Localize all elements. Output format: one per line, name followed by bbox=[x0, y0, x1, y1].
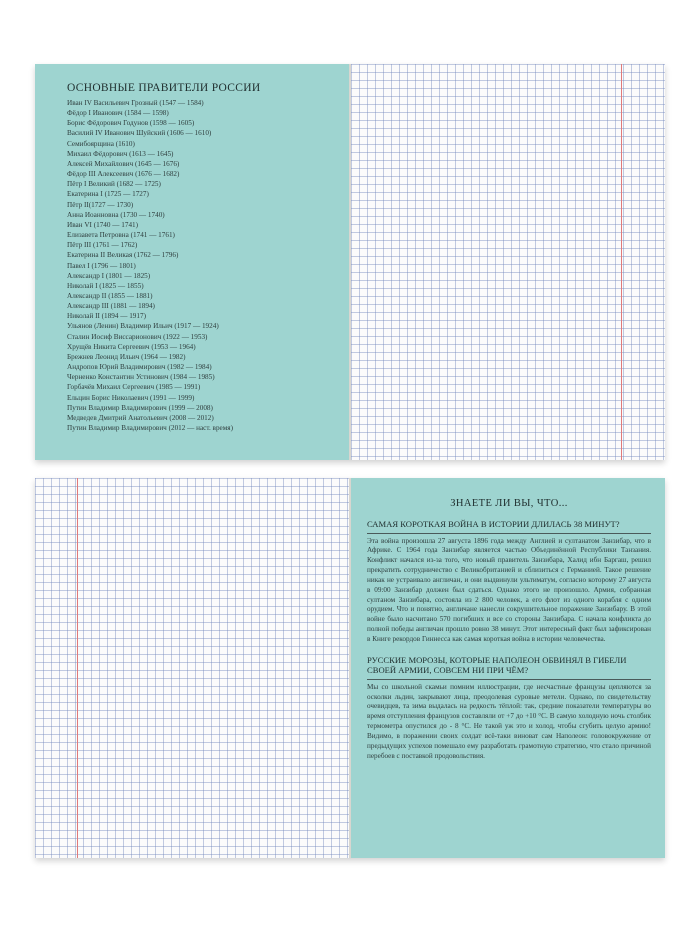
ruler-item: Екатерина II Великая (1762 — 1796) bbox=[67, 251, 179, 260]
ruler-item: Борис Фёдорович Годунов (1598 — 1605) bbox=[67, 119, 195, 128]
ruler-item: Анна Иоанновна (1730 — 1740) bbox=[67, 210, 165, 219]
ruler-item: Ульянов (Ленин) Владимир Ильич (1917 — 1924) bbox=[67, 322, 219, 331]
rulers-page bbox=[35, 64, 349, 460]
ruler-item: Медведев Дмитрий Анатольевич (2008 — 2012) bbox=[67, 413, 214, 422]
rulers-title: ОСНОВНЫЕ ПРАВИТЕЛИ РОССИИ bbox=[67, 82, 261, 94]
top-spread bbox=[35, 64, 665, 460]
fact1-heading: САМАЯ КОРОТКАЯ ВОЙНА В ИСТОРИИ ДЛИЛАСЬ 38 МИНУТ? bbox=[367, 519, 620, 529]
ruler-item: Иван VI (1740 — 1741) bbox=[67, 220, 139, 229]
ruler-item: Василий IV Иванович Шуйский (1606 — 1610) bbox=[67, 129, 212, 138]
fact2-body: Мы со школьной скамьи помним иллюстрации, где несчастные французы цепляются за осколки льдин, закрывают лица, преодолевая суровые метели. Однако, по свидетельству очевидцев, та зима выдалась на редкость тёплой: так, средние показатели температуры во время отступления французов составляли от +7 до +10 °С. В самую холодную ночь столбик термометра опустился до - 8 °С. Не такой уж это и холод, чтобы сгубить целую армию! Видимо, в поражении своих солдат всё-таки виноват сам Наполеон: головокружение от предыдущих успехов помешало ему разработать грамотную стратегию, что стало причиной перебоев с поставкой продовольствия. bbox=[367, 682, 651, 760]
facts-block bbox=[367, 498, 651, 762]
ruler-item: Пётр II(1727 — 1730) bbox=[67, 200, 134, 209]
margin-line bbox=[77, 478, 78, 858]
ruler-item: Екатерина I (1725 — 1727) bbox=[67, 190, 149, 199]
ruler-item: Путин Владимир Владимирович (1999 — 2008) bbox=[67, 403, 213, 412]
facts-title: ЗНАЕТЕ ЛИ ВЫ, ЧТО... bbox=[450, 498, 568, 509]
ruler-item: Алексей Михайлович (1645 — 1676) bbox=[67, 159, 180, 168]
ruler-item: Александр III (1881 — 1894) bbox=[67, 302, 155, 311]
ruler-item: Андропов Юрий Владимирович (1982 — 1984) bbox=[67, 363, 212, 372]
margin-line bbox=[621, 64, 622, 460]
rulers-list bbox=[67, 98, 339, 433]
ruler-item: Николай II (1894 — 1917) bbox=[67, 312, 146, 321]
ruler-item: Ельцин Борис Николаевич (1991 — 1999) bbox=[67, 393, 195, 402]
ruler-item: Николай I (1825 — 1855) bbox=[67, 281, 144, 290]
grid-page-top-right bbox=[351, 64, 665, 460]
ruler-item: Семибоярщина (1610) bbox=[67, 139, 135, 148]
rulers-list-block bbox=[67, 82, 339, 433]
ruler-item: Пётр I Великий (1682 — 1725) bbox=[67, 180, 161, 189]
bottom-spread bbox=[35, 478, 665, 858]
fact1-body: Эта война произошла 27 августа 1896 года между Англией и султанатом Занзибар, что в Африке. С 1964 года Занзибар является частью Объединённой Республики Танзания. Конфликт начался из-за того, что новый правитель Занзибара, Халид ибн Баргаш, решил прекратить сотрудничество с Великобританией и сблизиться с Германией. Такое решение никак не устраивало англичан, и они выдвинули ультиматум, согласно которому 27 августа в 09:00 Занзибар должен был сдаться. Однако этого не произошло. Армия, собранная султаном Занзибара, состояла из 2 800 человек, а его флот из одного корабля с одним орудием. Что и понятно, англичане нанесли сокрушительное поражение Занзибару. В этой войне было насчитано 570 погибших и все со стороны Занзибара. С начала конфликта до полной победы англичан прошло ровно 38 минут. Этот интересный факт был зафиксирован в Книге рекордов Гиннесса как самая короткая война в истории человечества. bbox=[367, 536, 651, 643]
grid-page-bottom-left bbox=[35, 478, 349, 858]
ruler-item: Иван IV Васильевич Грозный (1547 — 1584) bbox=[67, 99, 204, 107]
ruler-item: Фёдор III Алексеевич (1676 — 1682) bbox=[67, 170, 180, 179]
ruler-item: Горбачёв Михаил Сергеевич (1985 — 1991) bbox=[67, 383, 201, 392]
ruler-item: Брежнев Леонид Ильич (1964 — 1982) bbox=[67, 352, 186, 361]
ruler-item: Хрущёв Никита Сергеевич (1953 — 1964) bbox=[67, 342, 196, 351]
facts-page bbox=[351, 478, 665, 858]
ruler-item: Павел I (1796 — 1801) bbox=[67, 261, 136, 270]
fact1-divider bbox=[367, 533, 651, 534]
ruler-item: Пётр III (1761 — 1762) bbox=[67, 241, 138, 250]
fact2-section bbox=[367, 655, 651, 762]
fact2-divider bbox=[367, 679, 651, 680]
ruler-item: Михаил Фёдорович (1613 — 1645) bbox=[67, 149, 174, 158]
ruler-item: Черненко Константин Устинович (1984 — 1985) bbox=[67, 373, 215, 382]
ruler-item: Елизавета Петровна (1741 — 1761) bbox=[67, 231, 175, 240]
ruler-item: Фёдор I Иванович (1584 — 1598) bbox=[67, 109, 169, 118]
ruler-item: Путин Владимир Владимирович (2012 — наст. время) bbox=[67, 424, 233, 432]
fact2-heading: РУССКИЕ МОРОЗЫ, КОТОРЫЕ НАПОЛЕОН ОБВИНЯЛ В ГИБЕЛИ СВОЕЙ АРМИИ, СОВСЕМ НИ ПРИ ЧЁМ? bbox=[367, 654, 627, 676]
ruler-item: Александр I (1801 — 1825) bbox=[67, 271, 151, 280]
ruler-item: Александр II (1855 — 1881) bbox=[67, 291, 153, 300]
ruler-item: Сталин Иосиф Виссарионович (1922 — 1953) bbox=[67, 332, 208, 341]
